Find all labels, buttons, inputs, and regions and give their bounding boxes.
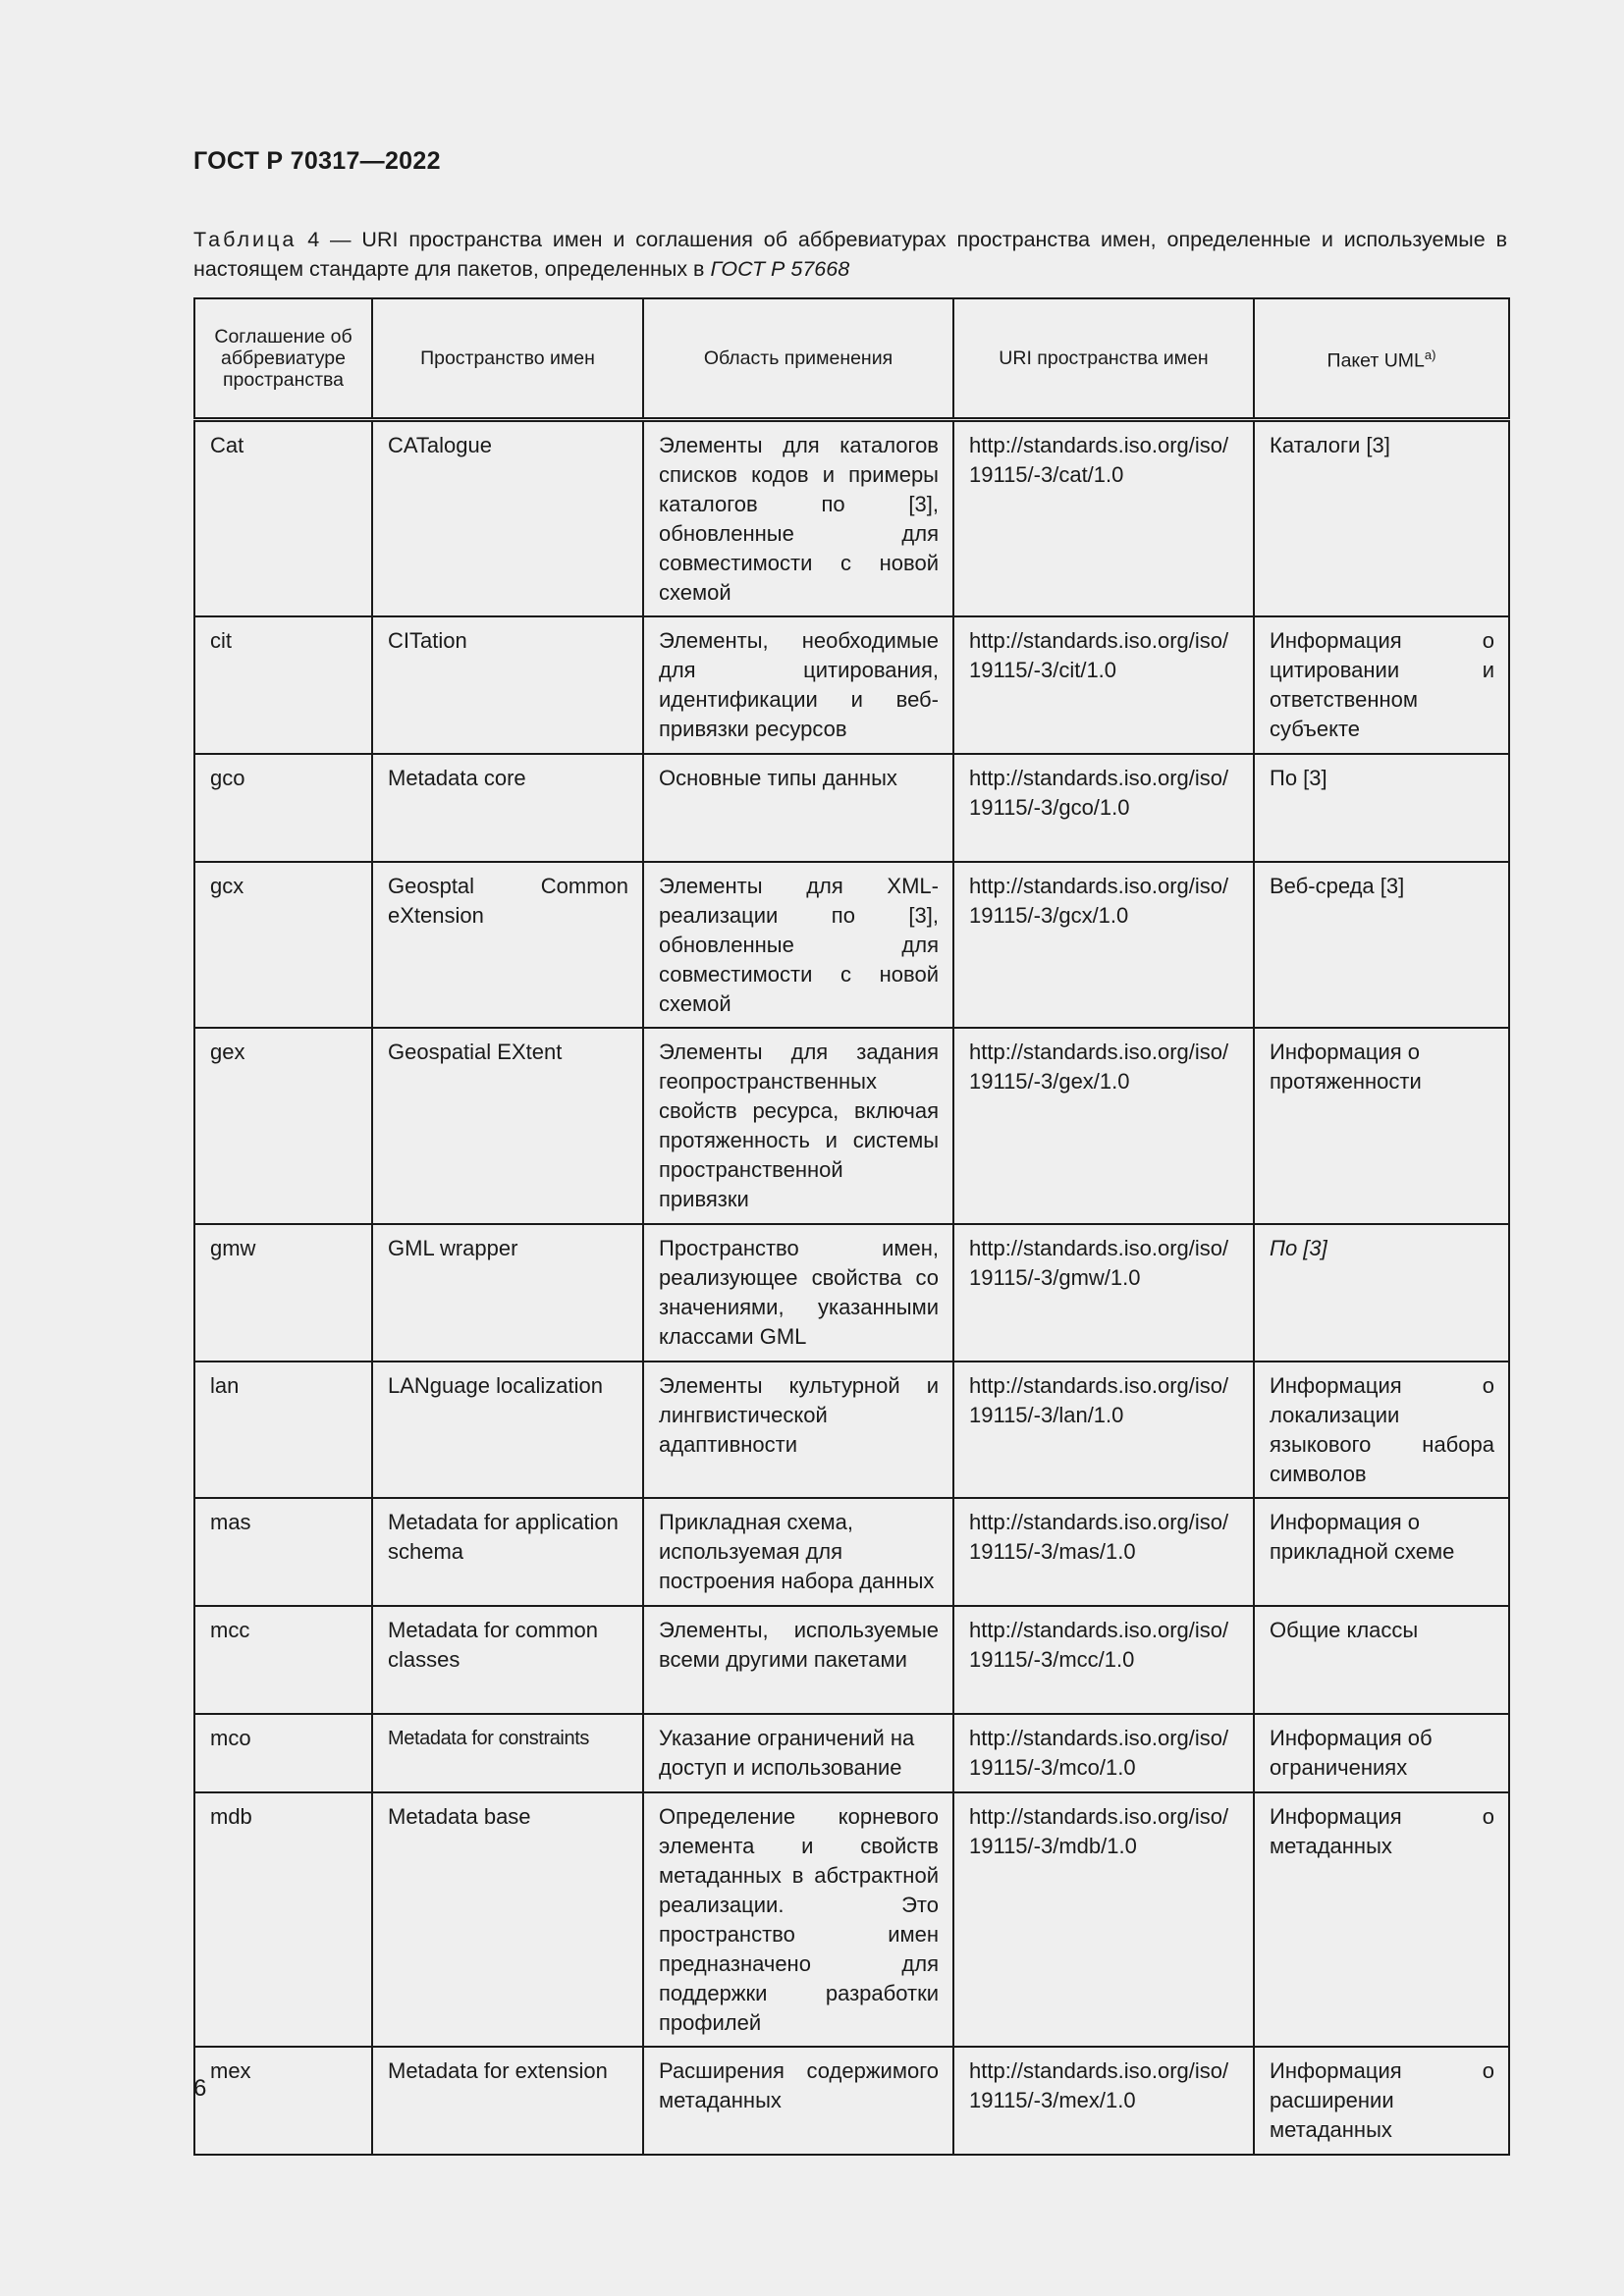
table-row <box>194 1498 1509 1606</box>
cell-abbreviation: mdb <box>194 1792 372 2047</box>
cell-scope: Элементы для XML-реализации по [3], обновленные для совместимости с новой схемой <box>643 862 953 1028</box>
cell-namespace: Metadata base <box>372 1792 643 2047</box>
cell-scope: Определение корневого элемента и свойств метаданных в абстрактной реализации. Это пространство имен предназначено для поддержки разработки профилей <box>643 1792 953 2047</box>
cell-scope: Элементы культурной и лингвистической адаптивности <box>643 1362 953 1498</box>
header-namespace: Пространство имен <box>372 298 643 420</box>
header-uri: URI пространства имен <box>953 298 1254 420</box>
cell-namespace: Metadata for common classes <box>372 1606 643 1714</box>
cell-uml-package: Веб-среда [3] <box>1254 862 1509 1028</box>
cell-namespace: Geospatial EXtent <box>372 1028 643 1224</box>
caption-label: Таблица <box>193 228 298 251</box>
cell-scope: Элементы для задания геопространственных свойств ресурса, включая протяженность и системы пространственной привязки <box>643 1028 953 1224</box>
cell-abbreviation: gex <box>194 1028 372 1224</box>
cell-uml-package: По [3] <box>1254 754 1509 862</box>
cell-uri: http://standards.iso.org/iso/19115/-3/gmw/1.0 <box>953 1224 1254 1362</box>
header-uml-package <box>1254 298 1509 420</box>
header-uml-label: Пакет UML <box>1326 349 1425 372</box>
cell-abbreviation: gco <box>194 754 372 862</box>
cell-uml-package: Каталоги [3] <box>1254 420 1509 617</box>
cell-uri: http://standards.iso.org/iso/19115/-3/mcc/1.0 <box>953 1606 1254 1714</box>
cell-namespace: Metadata for constraints <box>372 1714 643 1792</box>
cell-uri: http://standards.iso.org/iso/19115/-3/mco/1.0 <box>953 1714 1254 1792</box>
table-row <box>194 1792 1509 2047</box>
cell-scope: Элементы, необходимые для цитирования, идентификации и веб-привязки ресурсов <box>643 616 953 754</box>
cell-scope: Указание ограничений на доступ и использование <box>643 1714 953 1792</box>
cell-namespace: CATalogue <box>372 420 643 617</box>
cell-scope: Расширения содержимого метаданных <box>643 2047 953 2155</box>
cell-abbreviation: mcc <box>194 1606 372 1714</box>
cell-abbreviation: lan <box>194 1362 372 1498</box>
cell-uml-package: Информация об ограничениях <box>1254 1714 1509 1792</box>
cell-uri: http://standards.iso.org/iso/19115/-3/lan/1.0 <box>953 1362 1254 1498</box>
cell-namespace: Metadata for extension <box>372 2047 643 2155</box>
cell-namespace: CITation <box>372 616 643 754</box>
cell-scope: Основные типы данных <box>643 754 953 862</box>
cell-abbreviation: cit <box>194 616 372 754</box>
document-header: ГОСТ Р 70317—2022 <box>193 147 441 175</box>
table-caption <box>193 225 1507 284</box>
cell-uri: http://standards.iso.org/iso/19115/-3/gco/1.0 <box>953 754 1254 862</box>
cell-scope: Элементы, используемые всеми другими пакетами <box>643 1606 953 1714</box>
header-footnote-mark: а) <box>1424 347 1436 363</box>
caption-text: 4 — URI пространства имен и соглашения об аббревиатурах пространства имен, определенные и используемые в настоящем стандарте для пакетов, определенных в <box>193 228 1507 281</box>
table-row <box>194 420 1509 617</box>
cell-scope: Прикладная схема, используемая для построения набора данных <box>643 1498 953 1606</box>
cell-namespace: Metadata for application schema <box>372 1498 643 1606</box>
table-row <box>194 2047 1509 2155</box>
cell-uri: http://standards.iso.org/iso/19115/-3/cit/1.0 <box>953 616 1254 754</box>
cell-uml-package: Общие классы <box>1254 1606 1509 1714</box>
cell-namespace: Metadata core <box>372 754 643 862</box>
cell-uml-package: Информация о цитировании и ответственном субъекте <box>1254 616 1509 754</box>
cell-abbreviation: mco <box>194 1714 372 1792</box>
cell-abbreviation: gcx <box>194 862 372 1028</box>
cell-abbreviation: Cat <box>194 420 372 617</box>
cell-uml-package: Информация о метаданных <box>1254 1792 1509 2047</box>
cell-scope: Элементы для каталогов списков кодов и примеры каталогов по [3], обновленные для совместимости с новой схемой <box>643 420 953 617</box>
cell-scope: Пространство имен, реализующее свойства со значениями, указанными классами GML <box>643 1224 953 1362</box>
page-number: 6 <box>193 2075 207 2102</box>
cell-uml-package: Информация о локализации языкового набора символов <box>1254 1362 1509 1498</box>
cell-abbreviation: mex <box>194 2047 372 2155</box>
cell-uri: http://standards.iso.org/iso/19115/-3/mas/1.0 <box>953 1498 1254 1606</box>
table-row <box>194 1224 1509 1362</box>
table-row <box>194 1606 1509 1714</box>
cell-abbreviation: gmw <box>194 1224 372 1362</box>
cell-uri: http://standards.iso.org/iso/19115/-3/mdb/1.0 <box>953 1792 1254 2047</box>
cell-uml-package: Информация о протяженности <box>1254 1028 1509 1224</box>
table-header-row <box>194 298 1509 420</box>
cell-namespace: LANguage localization <box>372 1362 643 1498</box>
cell-namespace: GML wrapper <box>372 1224 643 1362</box>
cell-namespace: Geosptal Common eXtension <box>372 862 643 1028</box>
cell-uml-package: По [3] <box>1254 1224 1509 1362</box>
namespace-table <box>193 297 1510 2156</box>
cell-abbreviation: mas <box>194 1498 372 1606</box>
cell-uri: http://standards.iso.org/iso/19115/-3/gcx/1.0 <box>953 862 1254 1028</box>
table-row <box>194 616 1509 754</box>
cell-uml-package: Информация о расширении метаданных <box>1254 2047 1509 2155</box>
table-row <box>194 862 1509 1028</box>
table-row <box>194 1362 1509 1498</box>
header-scope: Область применения <box>643 298 953 420</box>
cell-uri: http://standards.iso.org/iso/19115/-3/gex/1.0 <box>953 1028 1254 1224</box>
table-row <box>194 754 1509 862</box>
cell-uri: http://standards.iso.org/iso/19115/-3/mex/1.0 <box>953 2047 1254 2155</box>
caption-reference: ГОСТ Р 57668 <box>710 257 850 281</box>
cell-uri: http://standards.iso.org/iso/19115/-3/cat/1.0 <box>953 420 1254 617</box>
header-abbreviation: Соглашение об аббревиатуре пространства <box>194 298 372 420</box>
table-row <box>194 1028 1509 1224</box>
cell-uml-package: Информация о прикладной схеме <box>1254 1498 1509 1606</box>
table-row <box>194 1714 1509 1792</box>
